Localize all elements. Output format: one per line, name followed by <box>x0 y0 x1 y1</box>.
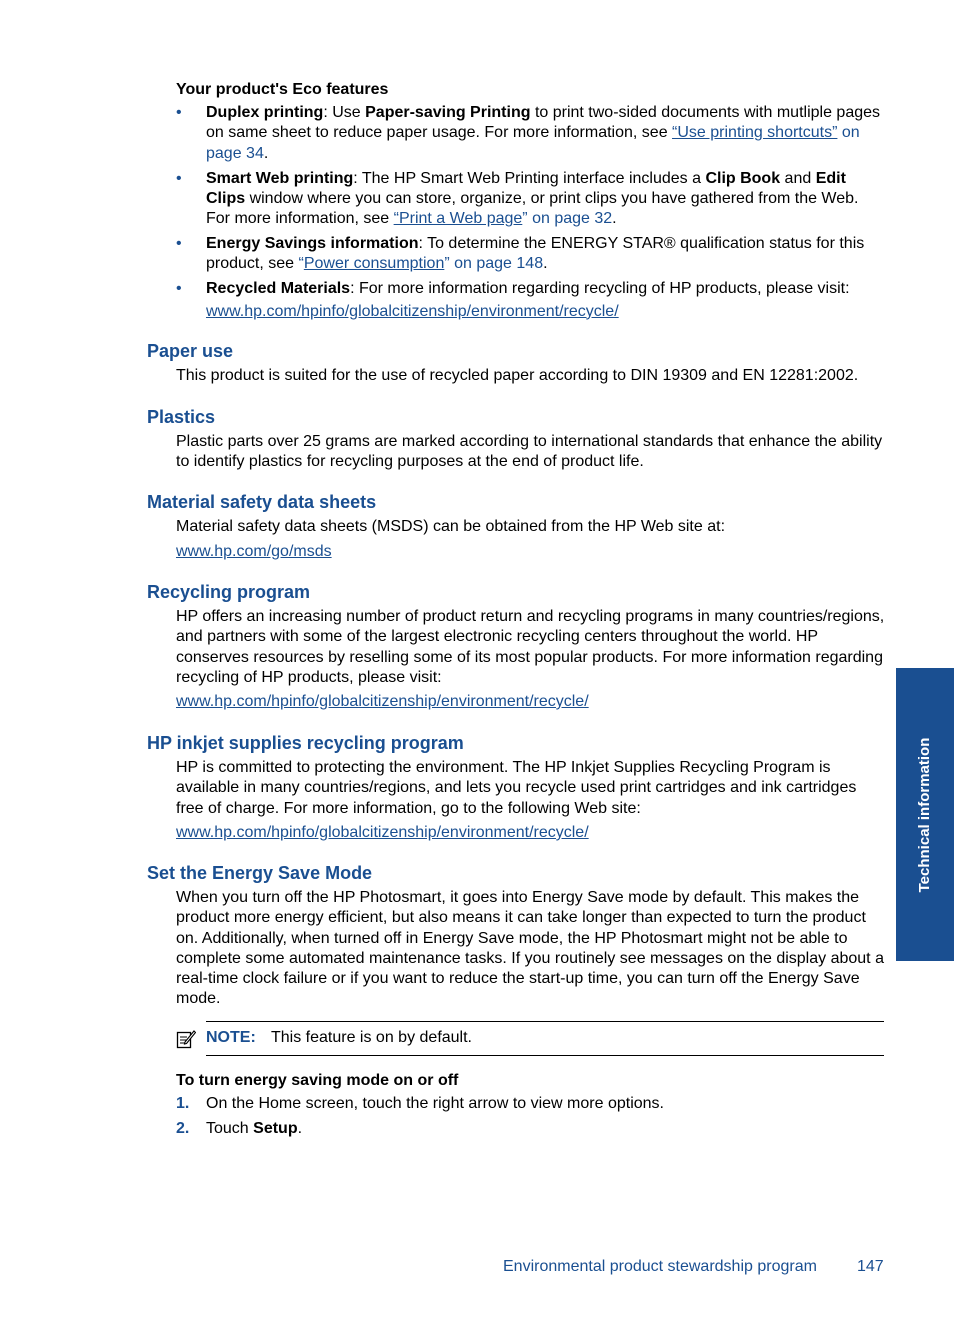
recycling-link[interactable]: www.hp.com/hpinfo/globalcitizenship/environment/recycle/ <box>176 693 589 710</box>
eco-bullet-text <box>206 280 886 322</box>
eco-bullet-text <box>206 235 864 272</box>
bold-term: Setup <box>253 1119 298 1137</box>
text-run: : For more information regarding recycling of HP products, please visit: <box>350 280 850 298</box>
text-run: . <box>612 210 617 228</box>
side-tab-technical-information <box>896 668 954 961</box>
recycling-body: HP offers an increasing number of product return and recycling programs in many countries/regions, and partners with some of the largest electronic recycling centers throughout the world. HP conserves resources by reselling some of its most popular products. For more information regarding recycling of HP products, please visit: <box>176 608 885 686</box>
eco-bullet-duplex <box>176 103 886 164</box>
inkjet-recycling-link[interactable]: www.hp.com/hpinfo/globalcitizenship/environment/recycle/ <box>176 824 589 841</box>
bold-term: Clip Book <box>705 169 781 187</box>
bullet-marker: • <box>176 280 182 298</box>
energy-save-body: When you turn off the HP Photosmart, it goes into Energy Save mode by default. This makes the product more energy efficient, but also means it can take longer than expected to turn the product on. Additionally, when turned off in Energy Save mode, the HP Photosmart might not be able to complete some automated maintenance tasks. If you routinely see messages on the display about a real-time clock failure or if you want to reduce the start-up time, you can turn off the Energy Save mode. <box>176 889 884 1008</box>
inkjet-recycling-heading: HP inkjet supplies recycling program <box>147 733 464 753</box>
eco-bullet-energy-savings <box>176 234 886 275</box>
inkjet-recycling-body: HP is committed to protecting the environment. The HP Inkjet Supplies Recycling Program is available in many countries/regions, and lets you recycle used print cartridges and ink cartridges free of charge. For more information, go to the following Web site: <box>176 759 857 817</box>
text-run: On the Home screen, touch the right arrow to view more options. <box>206 1095 664 1112</box>
procedure-step <box>176 1119 886 1139</box>
side-tab-label: Technical information <box>916 737 933 892</box>
page-number: 147 <box>857 1258 884 1275</box>
eco-bullet-text <box>206 170 858 228</box>
procedure-step <box>176 1094 886 1114</box>
bold-term: Paper-saving Printing <box>365 104 531 121</box>
paper-use-heading: Paper use <box>147 341 234 361</box>
text-run: . <box>263 144 269 162</box>
procedure-steps <box>176 1094 886 1144</box>
text-run: : To determine the ENERGY STAR® qualification status for this product, see <box>206 235 865 273</box>
bullet-marker: • <box>176 104 182 121</box>
eco-bullet-text <box>206 104 880 162</box>
step-number: 2. <box>176 1119 190 1137</box>
page-reference[interactable]: on page 34 <box>206 124 860 162</box>
paper-use-body: This product is suited for the use of recycled paper according to DIN 19309 and EN 12281:2002. <box>176 367 859 384</box>
eco-bullet-recycled-materials <box>176 279 886 322</box>
text-run: . <box>543 255 548 273</box>
step-number: 1. <box>176 1095 190 1112</box>
procedure-heading: To turn energy saving mode on or off <box>176 1072 459 1089</box>
bold-term: Duplex printing <box>206 104 324 121</box>
note-label: NOTE: <box>206 1029 256 1046</box>
energy-save-heading: Set the Energy Save Mode <box>147 863 373 883</box>
text-run: : The HP Smart Web Printing interface includes a <box>353 169 706 187</box>
cross-reference-link[interactable]: “Print a Web page <box>393 210 523 228</box>
eco-bullet-smart-web <box>176 169 886 230</box>
bold-term: Recycled Materials <box>206 280 351 298</box>
bullet-marker: • <box>176 169 182 187</box>
plastics-heading: Plastics <box>147 407 216 427</box>
recycling-heading: Recycling program <box>147 582 311 602</box>
text-run: . <box>297 1119 303 1137</box>
plastics-body: Plastic parts over 25 grams are marked according to international standards that enhance the ability to identify plastics for recycling purposes at the end of product life. <box>176 433 883 471</box>
cross-reference-link[interactable]: Power consumption <box>303 255 445 273</box>
bold-term: Energy Savings information <box>206 235 419 253</box>
page-reference[interactable]: ” on page 148 <box>444 255 544 273</box>
step-text <box>206 1120 302 1137</box>
text-run: window where you can store, organize, or print clips you have gathered from the Web. For more information, see <box>206 189 859 228</box>
footer-section-title: Environmental product stewardship program <box>503 1258 817 1275</box>
step-text <box>206 1095 664 1112</box>
text-run: : Use <box>323 104 366 121</box>
bullet-marker: • <box>176 235 182 253</box>
msds-body: Material safety data sheets (MSDS) can be obtained from the HP Web site at: <box>176 518 726 535</box>
web-link[interactable]: www.hp.com/hpinfo/globalcitizenship/environment/recycle/ <box>206 302 619 320</box>
msds-heading: Material safety data sheets <box>147 492 377 512</box>
cross-reference-link[interactable]: “Use printing shortcuts” <box>672 124 838 142</box>
msds-link[interactable]: www.hp.com/go/msds <box>176 543 332 560</box>
bold-term: Edit Clips <box>206 169 846 207</box>
text-run: and <box>780 169 816 187</box>
text-run: to print two-sided documents with mutliple pages on same sheet to reduce paper usage. For more information, see <box>206 104 881 142</box>
eco-features-heading: Your product's Eco features <box>176 81 389 98</box>
note-text: This feature is on by default. <box>271 1029 472 1046</box>
page-reference[interactable]: “ <box>298 255 304 273</box>
eco-features-list <box>176 103 886 327</box>
note-pencil-icon <box>176 1029 196 1049</box>
text-run: Touch <box>206 1119 254 1137</box>
bold-term: Smart Web printing <box>206 169 354 187</box>
page-reference[interactable]: ” on page 32 <box>522 210 613 228</box>
